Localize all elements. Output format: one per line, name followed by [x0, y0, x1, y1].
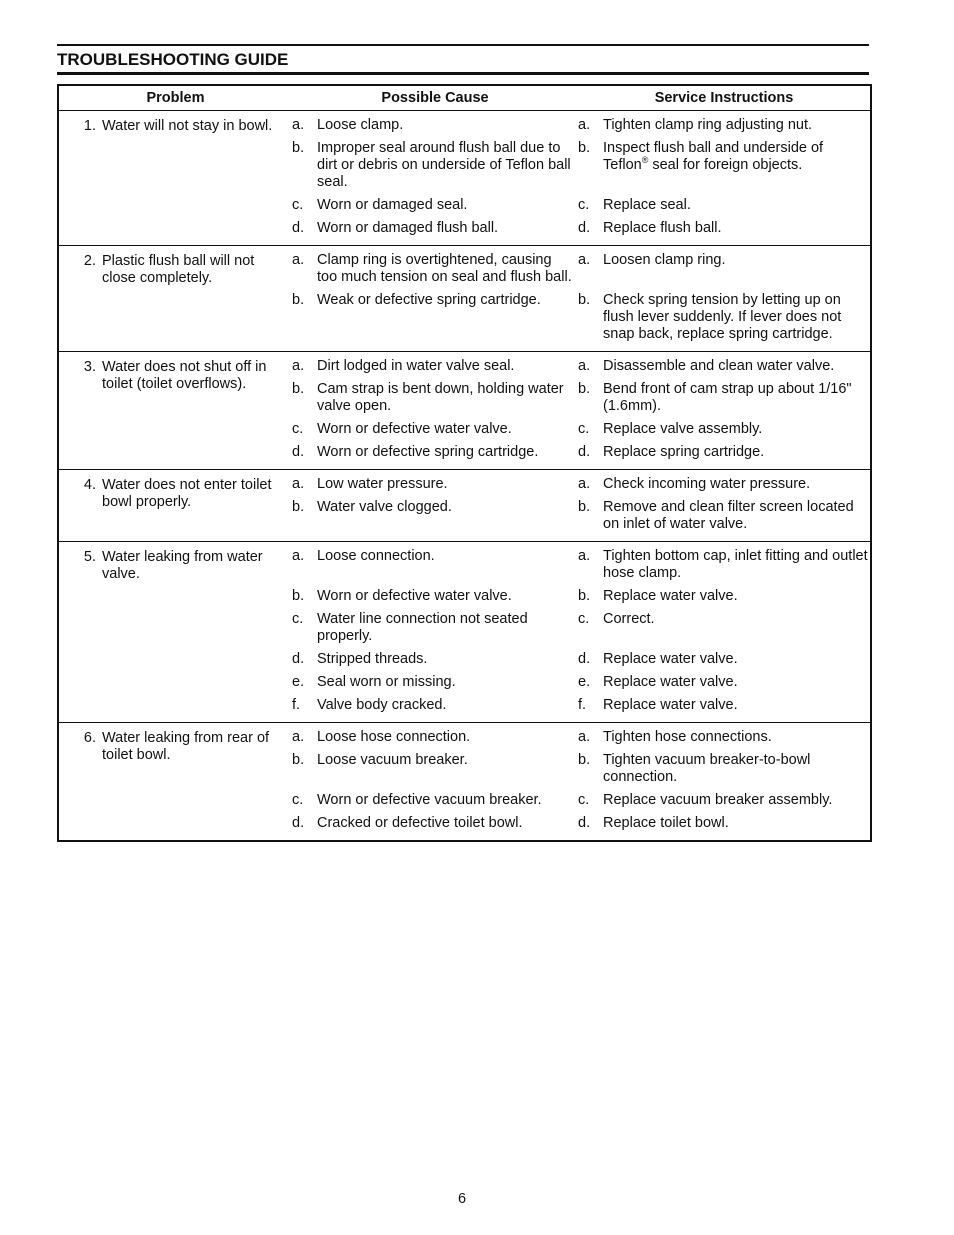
table-row	[59, 246, 870, 352]
cause-label: a.	[292, 476, 305, 492]
header-possible-cause: Possible Cause	[381, 90, 489, 106]
problem-number: 2.	[83, 253, 96, 269]
service-instruction	[578, 421, 870, 438]
table-row	[59, 470, 870, 542]
cause-label: a.	[292, 117, 305, 133]
cause-label: a.	[292, 358, 305, 374]
service-instruction	[578, 548, 870, 582]
instruction-label: c.	[578, 197, 590, 213]
instruction-label: a.	[578, 476, 591, 492]
instruction-text	[603, 140, 870, 191]
cause-text: Water valve clogged.	[317, 499, 452, 515]
service-instruction	[578, 476, 870, 493]
problem-cell	[59, 729, 292, 832]
cause-text: Loose clamp.	[317, 117, 404, 133]
cause-text: Water line connection not seated properly.	[317, 611, 528, 644]
table-row	[59, 111, 870, 246]
possible-cause	[292, 548, 578, 582]
service-instruction	[578, 220, 870, 237]
problem-text: Water leaking from rear of toilet bowl.	[102, 730, 270, 763]
possible-cause	[292, 611, 578, 645]
cause-instruction-list	[292, 358, 870, 461]
instruction-label: b.	[578, 588, 591, 604]
cause-text: Loose vacuum breaker.	[317, 752, 468, 768]
cause-text: Clamp ring is overtightened, causing too much tension on seal and flush ball.	[317, 252, 572, 285]
possible-cause	[292, 729, 578, 746]
cause-text: Worn or defective water valve.	[317, 421, 512, 437]
instruction-text: Replace water valve.	[603, 674, 738, 690]
possible-cause	[292, 476, 578, 493]
list-item	[292, 476, 870, 493]
instruction-text: Replace spring cartridge.	[603, 444, 765, 460]
instruction-label: b.	[578, 381, 591, 397]
problem-cell	[59, 117, 292, 237]
possible-cause	[292, 588, 578, 605]
cause-text: Low water pressure.	[317, 476, 448, 492]
cause-instruction-list	[292, 729, 870, 832]
cause-text: Dirt lodged in water valve seal.	[317, 358, 515, 374]
cause-text: Worn or damaged seal.	[317, 197, 468, 213]
instruction-text: Bend front of cam strap up about 1/16" (1.6mm).	[603, 381, 852, 414]
problem-cell	[59, 252, 292, 343]
cause-text: Worn or defective water valve.	[317, 588, 512, 604]
list-item	[292, 792, 870, 809]
instruction-text: Check incoming water pressure.	[603, 476, 811, 492]
table-row	[59, 723, 870, 840]
instruction-label: c.	[578, 611, 590, 627]
problem-cell	[59, 548, 292, 714]
problem-text: Water leaking from water valve.	[102, 549, 263, 582]
registered-mark: ®	[641, 155, 649, 166]
list-item	[292, 220, 870, 237]
cause-label: b.	[292, 752, 305, 768]
table-row	[59, 352, 870, 470]
cause-label: a.	[292, 729, 305, 745]
page-title: TROUBLESHOOTING GUIDE	[57, 50, 289, 69]
service-instruction	[578, 117, 870, 134]
instruction-label: c.	[578, 421, 590, 437]
service-instruction	[578, 815, 870, 832]
instruction-label: f.	[578, 697, 587, 713]
cause-label: c.	[292, 611, 304, 627]
cause-text: Loose connection.	[317, 548, 435, 564]
list-item	[292, 729, 870, 746]
service-instruction	[578, 697, 870, 714]
instruction-label: a.	[578, 548, 591, 564]
list-item	[292, 651, 870, 668]
possible-cause	[292, 292, 578, 343]
list-item	[292, 358, 870, 375]
instruction-text: Tighten bottom cap, inlet fitting and outlet hose clamp.	[603, 548, 868, 581]
possible-cause	[292, 421, 578, 438]
cause-label: d.	[292, 815, 305, 831]
cause-label: c.	[292, 421, 304, 437]
cause-label: a.	[292, 548, 305, 564]
problem-cell	[59, 476, 292, 533]
service-instruction	[578, 197, 870, 214]
instruction-label: d.	[578, 651, 591, 667]
cause-text: Worn or defective vacuum breaker.	[317, 792, 542, 808]
cause-label: f.	[292, 697, 301, 713]
possible-cause	[292, 815, 578, 832]
cause-label: b.	[292, 140, 305, 156]
cause-label: d.	[292, 651, 305, 667]
problem-number: 5.	[83, 549, 96, 565]
instruction-label: e.	[578, 674, 591, 690]
instruction-label: a.	[578, 358, 591, 374]
list-item	[292, 548, 870, 582]
problem-text: Plastic flush ball will not close completely.	[102, 253, 255, 286]
instruction-text: Remove and clean filter screen located on inlet of water valve.	[603, 499, 854, 532]
problem-number: 1.	[83, 118, 96, 134]
cause-label: a.	[292, 252, 305, 268]
service-instruction	[578, 252, 870, 286]
problem-cell	[59, 358, 292, 461]
instruction-label: a.	[578, 252, 591, 268]
cause-label: c.	[292, 792, 304, 808]
cause-text: Weak or defective spring cartridge.	[317, 292, 541, 308]
possible-cause	[292, 358, 578, 375]
service-instruction	[578, 674, 870, 691]
table-header	[59, 86, 870, 111]
service-instruction	[578, 792, 870, 809]
cause-text: Valve body cracked.	[317, 697, 447, 713]
instruction-label: b.	[578, 752, 591, 768]
cause-instruction-list	[292, 117, 870, 237]
problem-number: 4.	[83, 477, 96, 493]
list-item	[292, 752, 870, 786]
instruction-text: Disassemble and clean water valve.	[603, 358, 835, 374]
cause-instruction-list	[292, 548, 870, 714]
instruction-label: a.	[578, 117, 591, 133]
instruction-text: Replace toilet bowl.	[603, 815, 729, 831]
service-instruction	[578, 611, 870, 645]
list-item	[292, 697, 870, 714]
cause-label: b.	[292, 381, 305, 397]
possible-cause	[292, 381, 578, 415]
list-item	[292, 674, 870, 691]
possible-cause	[292, 252, 578, 286]
list-item	[292, 252, 870, 286]
section-header	[57, 44, 869, 75]
instruction-text: Replace water valve.	[603, 651, 738, 667]
cause-label: b.	[292, 292, 305, 308]
possible-cause	[292, 792, 578, 809]
cause-text: Cracked or defective toilet bowl.	[317, 815, 523, 831]
possible-cause	[292, 140, 578, 191]
problem-text: Water does not enter toilet bowl properly.	[102, 477, 272, 510]
problem-number: 3.	[83, 359, 96, 375]
possible-cause	[292, 499, 578, 533]
possible-cause	[292, 697, 578, 714]
cause-label: c.	[292, 197, 304, 213]
problem-text: Water will not stay in bowl.	[102, 118, 273, 134]
instruction-text: Replace seal.	[603, 197, 691, 213]
instruction-text: Replace flush ball.	[603, 220, 722, 236]
possible-cause	[292, 117, 578, 134]
cause-text: Worn or defective spring cartridge.	[317, 444, 539, 460]
possible-cause	[292, 444, 578, 461]
list-item	[292, 499, 870, 533]
instruction-label: d.	[578, 815, 591, 831]
cause-label: b.	[292, 588, 305, 604]
list-item	[292, 815, 870, 832]
cause-text: Improper seal around flush ball due to dirt or debris on underside of Teflon ball seal.	[317, 140, 571, 190]
service-instruction	[578, 752, 870, 786]
service-instruction	[578, 729, 870, 746]
service-instruction	[578, 444, 870, 461]
instruction-label: b.	[578, 140, 591, 156]
service-instruction	[578, 588, 870, 605]
instruction-text: Check spring tension by letting up on flush lever suddenly. If lever does not snap back, replace spring cartridge.	[603, 292, 842, 342]
list-item	[292, 197, 870, 214]
instruction-text: Tighten hose connections.	[603, 729, 772, 745]
cause-text: Loose hose connection.	[317, 729, 471, 745]
cause-text: Worn or damaged flush ball.	[317, 220, 499, 236]
instruction-text: Replace vacuum breaker assembly.	[603, 792, 833, 808]
possible-cause	[292, 752, 578, 786]
header-problem: Problem	[146, 90, 205, 106]
problem-number: 6.	[83, 730, 96, 746]
instruction-text: Replace water valve.	[603, 588, 738, 604]
list-item	[292, 381, 870, 415]
troubleshooting-table	[57, 84, 872, 842]
list-item	[292, 611, 870, 645]
instruction-text-part: seal for foreign objects.	[648, 157, 803, 173]
cause-instruction-list	[292, 476, 870, 533]
possible-cause	[292, 220, 578, 237]
instruction-text: Loosen clamp ring.	[603, 252, 726, 268]
header-service-instructions: Service Instructions	[654, 90, 794, 106]
service-instruction	[578, 292, 870, 343]
instruction-label: d.	[578, 444, 591, 460]
list-item	[292, 140, 870, 191]
instruction-label: a.	[578, 729, 591, 745]
list-item	[292, 117, 870, 134]
possible-cause	[292, 197, 578, 214]
possible-cause	[292, 651, 578, 668]
instruction-label: b.	[578, 292, 591, 308]
table-row	[59, 542, 870, 723]
list-item	[292, 444, 870, 461]
list-item	[292, 292, 870, 343]
cause-label: d.	[292, 220, 305, 236]
instruction-text: Replace valve assembly.	[603, 421, 763, 437]
instruction-text: Replace water valve.	[603, 697, 738, 713]
instruction-text-part: Inspect flush ball and underside of Teflon	[603, 140, 824, 173]
service-instruction	[578, 499, 870, 533]
cause-text: Seal worn or missing.	[317, 674, 456, 690]
instruction-text: Correct.	[603, 611, 655, 627]
cause-label: d.	[292, 444, 305, 460]
instruction-label: c.	[578, 792, 590, 808]
possible-cause	[292, 674, 578, 691]
list-item	[292, 588, 870, 605]
cause-label: e.	[292, 674, 305, 690]
problem-text: Water does not shut off in toilet (toilet overflows).	[102, 359, 267, 392]
cause-text: Cam strap is bent down, holding water valve open.	[317, 381, 564, 414]
instruction-text: Tighten clamp ring adjusting nut.	[603, 117, 813, 133]
page-number: 6	[457, 1191, 467, 1207]
service-instruction	[578, 140, 870, 191]
cause-label: b.	[292, 499, 305, 515]
instruction-label: d.	[578, 220, 591, 236]
list-item	[292, 421, 870, 438]
instruction-label: b.	[578, 499, 591, 515]
table-body	[59, 111, 870, 840]
cause-instruction-list	[292, 252, 870, 343]
cause-text: Stripped threads.	[317, 651, 428, 667]
service-instruction	[578, 381, 870, 415]
service-instruction	[578, 358, 870, 375]
instruction-text: Tighten vacuum breaker-to-bowl connection.	[603, 752, 811, 785]
service-instruction	[578, 651, 870, 668]
